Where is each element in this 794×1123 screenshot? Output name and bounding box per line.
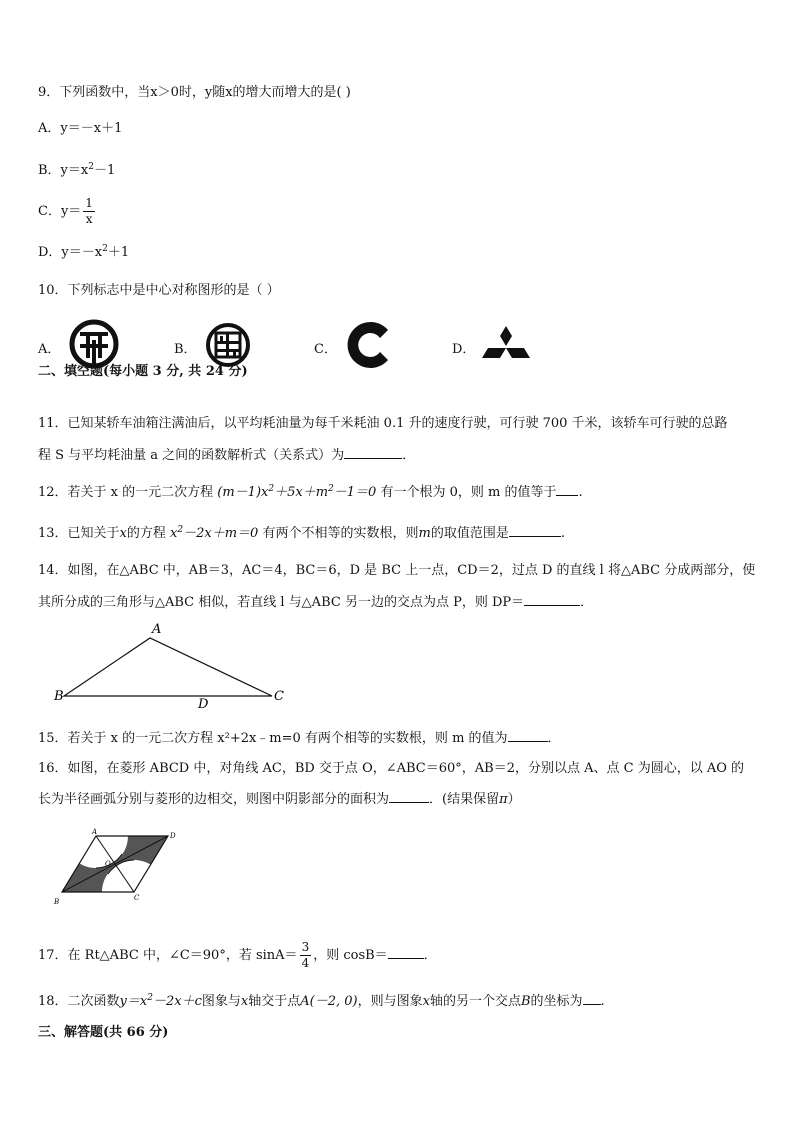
q11-end: ． bbox=[402, 448, 416, 463]
q9-option-b bbox=[38, 162, 115, 180]
q9-b-exp: 2 bbox=[88, 162, 94, 172]
q13-var: x bbox=[119, 526, 127, 541]
q15-line bbox=[38, 729, 561, 748]
q12-end: . bbox=[578, 485, 583, 500]
q9-d-exp: 2 bbox=[102, 244, 108, 254]
q16-close: ） bbox=[507, 792, 521, 807]
q9-b-prefix: B．y＝x bbox=[38, 163, 89, 178]
q14-line1: 14．如图，在△ABC 中，AB＝3，AC＝4，BC＝6，D 是 BC 上一点，CD＝2，过点 D 的直线 l 将△ABC 分成两部分，使 bbox=[38, 563, 756, 578]
q13-end: . bbox=[560, 526, 565, 541]
q18-mid2: 轴交于点 bbox=[248, 994, 301, 1009]
q9-option-d bbox=[38, 244, 129, 262]
q18-var: x bbox=[240, 994, 249, 1009]
q13-mid: 的方程 bbox=[126, 526, 166, 541]
q13-var2: m bbox=[418, 526, 431, 541]
mitsubishi-logo-d bbox=[480, 324, 532, 368]
q18-line bbox=[38, 992, 605, 1011]
q13-suffix2: 的取值范围是 bbox=[430, 526, 509, 541]
q9-option-a: A．y＝－x＋1 bbox=[38, 121, 123, 136]
label-a: A bbox=[92, 828, 98, 836]
q16-text: 长为半径画弧分别与菱形的边相交，则图中阴影部分的面积为 bbox=[38, 792, 390, 807]
label-c: C bbox=[274, 689, 284, 704]
q13-equation bbox=[170, 526, 258, 541]
triangle-abc bbox=[64, 638, 272, 696]
q16-end: ．(结果保留 bbox=[429, 792, 500, 807]
q12-eq-b: ＋5x＋m bbox=[274, 485, 329, 500]
bank-logo-c bbox=[342, 318, 396, 372]
q12-eq-exp1: 2 bbox=[268, 484, 275, 494]
q10-label-d: D． bbox=[452, 342, 476, 357]
q18-eq-exp: 2 bbox=[147, 993, 153, 1003]
q11-answer-blank[interactable] bbox=[344, 446, 402, 459]
q12-eq-exp2: 2 bbox=[328, 484, 334, 494]
q9-d-suffix: ＋1 bbox=[107, 245, 130, 260]
label-d: D bbox=[198, 697, 209, 712]
q18-eq-b: －2x＋c bbox=[152, 994, 202, 1009]
q9-c-fraction bbox=[83, 196, 95, 227]
q18-mid: 图象与 bbox=[201, 994, 241, 1009]
section-3-heading: 三、解答题(共 66 分) bbox=[38, 1025, 169, 1040]
q18-equation bbox=[120, 994, 202, 1009]
q17-prefix: 17．在 Rt△ABC 中，∠C＝90°，若 sinA＝ bbox=[38, 948, 298, 963]
q12-equation bbox=[217, 485, 376, 500]
q11-text: 程 S 与平均耗油量 a 之间的函数解析式（关系式）为 bbox=[38, 448, 345, 463]
section-2-heading: 二、填空题(每小题 3 分, 共 24 分) bbox=[38, 364, 248, 379]
q18-var3: B bbox=[520, 994, 531, 1009]
q18-var2: x bbox=[422, 994, 430, 1009]
q17-suffix: ，则 cosB＝ bbox=[313, 948, 388, 963]
q14-end: ． bbox=[580, 595, 594, 610]
q9-c-num: 1 bbox=[85, 196, 93, 210]
q17-answer-blank[interactable] bbox=[388, 946, 424, 959]
q11-line1: 11．已知某轿车油箱注满油后，以平均耗油量为每千米耗油 0.1 升的速度行驶，可行驶 700 千米，该轿车可行驶的总路 bbox=[38, 416, 728, 431]
q12-eq-c: －1＝0 bbox=[333, 485, 377, 500]
q18-eq-a: y＝x bbox=[119, 994, 148, 1009]
q14-text: 其所分成的三角形与△ABC 相似，若直线 l 与△ABC 另一边的交点为点 P，则 DP＝ bbox=[38, 595, 525, 610]
q15-text: 15．若关于 x 的一元二次方程 x²+2x﹣m=0 有两个相等的实数根，则 m 的值为 bbox=[38, 731, 508, 746]
q10-label-c: C． bbox=[314, 342, 337, 357]
q9-d-prefix: D．y＝－x bbox=[38, 245, 103, 260]
q17-num: 3 bbox=[301, 940, 310, 954]
q18-prefix: 18．二次函数 bbox=[38, 994, 120, 1009]
q10-label-a: A． bbox=[38, 342, 61, 357]
q14-line2 bbox=[38, 593, 593, 612]
bank-logo-b bbox=[205, 322, 251, 368]
q13-answer-blank[interactable] bbox=[509, 524, 561, 537]
label-b: B bbox=[54, 898, 60, 906]
q12-suffix: 有一个根为 0，则 m 的值等于 bbox=[380, 485, 557, 500]
q17-den: 4 bbox=[301, 956, 310, 970]
q15-end: ． bbox=[547, 731, 561, 746]
q16-pi: π bbox=[499, 792, 508, 807]
q18-end: . bbox=[600, 994, 605, 1009]
q13-prefix: 13．已知关于 bbox=[38, 526, 120, 541]
q12-answer-blank[interactable] bbox=[556, 483, 578, 496]
q18-suffix: ，则与图象 bbox=[357, 994, 423, 1009]
q9-b-suffix: －1 bbox=[93, 163, 116, 178]
q18-suffix2: 轴的另一个交点 bbox=[429, 994, 521, 1009]
q16-answer-blank[interactable] bbox=[389, 790, 429, 803]
q9-c-den: x bbox=[85, 212, 93, 226]
q14-triangle-figure bbox=[50, 618, 300, 712]
label-o: O bbox=[105, 860, 111, 868]
q12-line bbox=[38, 483, 583, 502]
q17-line bbox=[38, 940, 437, 971]
q10-label-b: B． bbox=[174, 342, 197, 357]
label-b: B bbox=[54, 689, 64, 704]
q13-eq-b: －2x＋m＝0 bbox=[183, 526, 259, 541]
q18-answer-blank[interactable] bbox=[583, 992, 601, 1005]
q9-option-c bbox=[38, 196, 97, 227]
q13-eq-exp: 2 bbox=[177, 525, 184, 535]
label-a: A bbox=[152, 622, 162, 637]
q16-rhombus-figure bbox=[50, 828, 190, 908]
q17-end: ． bbox=[423, 948, 437, 963]
q11-line2 bbox=[38, 446, 415, 465]
label-c: C bbox=[134, 894, 140, 902]
q18-suffix3: 的坐标为 bbox=[530, 994, 583, 1009]
q18-point: A(－2, 0) bbox=[300, 994, 358, 1009]
q10-stem: 10．下列标志中是中心对称图形的是（ ） bbox=[38, 283, 280, 298]
q16-line1: 16．如图，在菱形 ABCD 中，对角线 AC，BD 交于点 O，∠ABC＝60°，AB＝2，分别以点 A、点 C 为圆心，以 AO 的 bbox=[38, 761, 745, 776]
label-d: D bbox=[170, 832, 176, 840]
q12-prefix: 12．若关于 x 的一元二次方程 bbox=[38, 485, 214, 500]
q13-line bbox=[38, 524, 565, 543]
q14-answer-blank[interactable] bbox=[524, 593, 580, 606]
q15-answer-blank[interactable] bbox=[508, 729, 548, 742]
q13-suffix1: 有两个不相等的实数根，则 bbox=[262, 526, 419, 541]
q16-line2 bbox=[38, 790, 521, 809]
q9-stem: 9．下列函数中，当x＞0时，y随x的增大而增大的是( ) bbox=[38, 85, 351, 100]
q12-eq-a: (m－1)x bbox=[217, 485, 269, 500]
q17-fraction bbox=[300, 940, 312, 971]
q9-c-prefix: C．y＝ bbox=[38, 204, 82, 219]
q13-eq-a: x bbox=[170, 526, 178, 541]
